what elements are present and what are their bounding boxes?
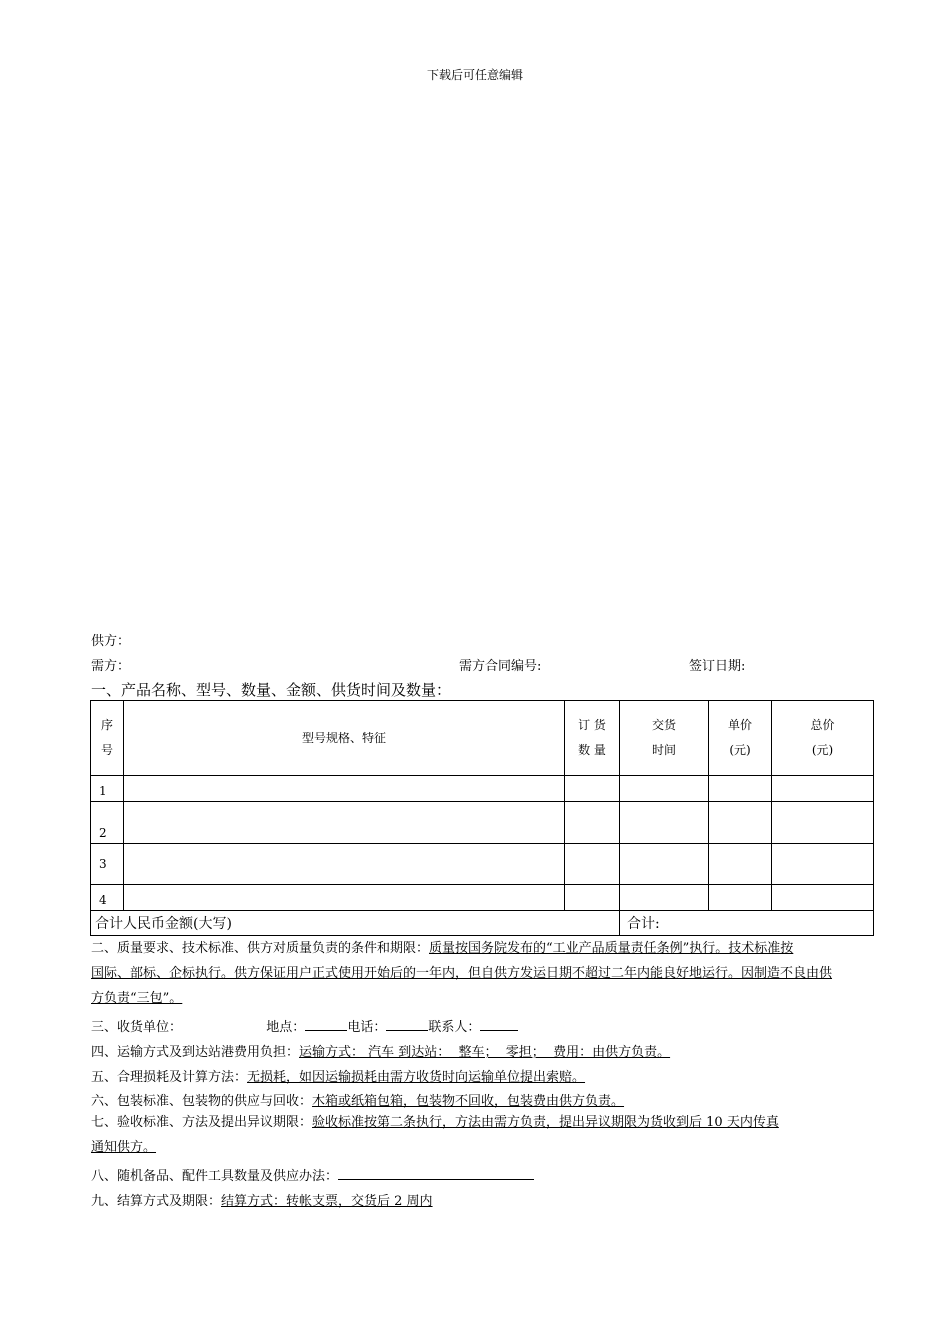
section-7-value: 验收标准按第二条执行，方法由需方负责，提出异议期限为货收到后 10 天内传真	[312, 1115, 779, 1130]
contract-number-label: 需方合同编号:	[459, 659, 542, 674]
row-number: 3	[91, 844, 124, 885]
table-row	[91, 844, 874, 885]
sign-date-label: 签订日期:	[689, 659, 746, 674]
contact-label: 联系人：	[428, 1020, 481, 1035]
section-9-payment: 九、结算方式及期限：结算方式：转帐支票，交货后 2 周内	[91, 1194, 433, 1209]
place-blank[interactable]	[305, 1018, 347, 1031]
table-header-row	[91, 701, 874, 776]
quantity-cell[interactable]	[565, 844, 620, 885]
total-row	[91, 911, 874, 936]
section-2-value-cont: 国际、部标、企标执行。供方保证用户正式使用开始后的一年内，但自供方发运日期不超过二年内能良好地运行。因制造不良由供	[91, 966, 833, 981]
delivery-cell[interactable]	[620, 802, 709, 844]
total-words-label: 合计人民币金额(大写)	[91, 911, 620, 936]
buyer-label: 需方：	[91, 659, 131, 674]
delivery-cell[interactable]	[620, 776, 709, 802]
total-price-cell[interactable]	[772, 776, 874, 802]
row-number: 1	[91, 776, 124, 802]
spec-cell[interactable]	[124, 802, 565, 844]
total-price-cell[interactable]	[772, 802, 874, 844]
table-row	[91, 802, 874, 844]
quantity-cell[interactable]	[565, 776, 620, 802]
total-price-header: 总价 (元)	[772, 701, 874, 776]
section-2-label: 二、质量要求、技术标准、供方对质量负责的条件和期限：	[91, 941, 430, 956]
unit-price-header: 单价 (元)	[709, 701, 772, 776]
row-number: 2	[91, 802, 124, 844]
spec-header: 型号规格、特征	[124, 701, 565, 776]
unit-price-cell[interactable]	[709, 885, 772, 911]
quantity-header: 订 货 数 量	[565, 701, 620, 776]
section-8-blank[interactable]	[338, 1167, 534, 1180]
total-amount-label: 合计:	[620, 911, 874, 936]
section-7-acceptance: 七、验收标准、方法及提出异议期限：验收标准按第二条执行，方法由需方负责，提出异议期限为货收到后 10 天内传真 通知供方。	[91, 1115, 779, 1155]
spec-cell[interactable]	[124, 885, 565, 911]
section-2-value: 质量按国务院发布的“工业产品质量责任条例”执行。技术标准按	[429, 941, 794, 956]
section-5-value: 无损耗，如因运输损耗由需方收货时向运输单位提出索赔。	[247, 1070, 586, 1085]
row-number: 4	[91, 885, 124, 911]
quantity-cell[interactable]	[565, 802, 620, 844]
phone-label: 电话：	[347, 1020, 387, 1035]
supplier-label: 供方：	[91, 634, 131, 649]
page-header-note: 下载后可任意编辑	[426, 68, 523, 82]
unit-price-cell[interactable]	[709, 802, 772, 844]
delivery-cell[interactable]	[620, 844, 709, 885]
spec-cell[interactable]	[124, 844, 565, 885]
table-row	[91, 885, 874, 911]
section-9-value: 结算方式：转帐支票，交货后 2 周内	[221, 1194, 433, 1209]
section-1-title: 一、产品名称、型号、数量、金额、供货时间及数量：	[91, 681, 452, 699]
section-3-receiver	[91, 1016, 518, 1035]
unit-price-cell[interactable]	[709, 844, 772, 885]
table-row	[91, 776, 874, 802]
section-6-value: 木箱或纸箱包箱，包装物不回收，包装费由供方负责。	[312, 1094, 625, 1109]
seq-header: 序 号	[91, 701, 124, 776]
quantity-cell[interactable]	[565, 885, 620, 911]
total-price-cell[interactable]	[772, 844, 874, 885]
section-2-value-end: 方负责“三包”。	[91, 991, 183, 1006]
section-4-transport: 四、运输方式及到达站港费用负担：运输方式： 汽车 到达站： 整车； 零担； 费用：由供方负责。	[91, 1045, 671, 1060]
section-6-packaging: 六、包装标准、包装物的供应与回收：木箱或纸箱包箱，包装物不回收，包装费由供方负责。	[91, 1094, 625, 1109]
unit-price-cell[interactable]	[709, 776, 772, 802]
contact-blank[interactable]	[480, 1018, 518, 1031]
delivery-time-header: 交货 时间	[620, 701, 709, 776]
section-2-quality	[91, 936, 913, 1011]
section-8-spares: 八、随机备品、配件工具数量及供应办法：	[91, 1165, 534, 1184]
section-7-value-cont: 通知供方。	[91, 1140, 157, 1155]
total-price-cell[interactable]	[772, 885, 874, 911]
spec-cell[interactable]	[124, 776, 565, 802]
phone-blank[interactable]	[386, 1018, 428, 1031]
section-5-loss: 五、合理损耗及计算方法：无损耗，如因运输损耗由需方收货时向运输单位提出索赔。	[91, 1070, 586, 1085]
delivery-cell[interactable]	[620, 885, 709, 911]
place-label: 地点：	[266, 1020, 306, 1035]
section-3-label: 三、收货单位：	[91, 1020, 183, 1035]
product-table	[90, 700, 874, 936]
section-4-value: 运输方式： 汽车 到达站： 整车； 零担； 费用：由供方负责。	[299, 1045, 671, 1060]
